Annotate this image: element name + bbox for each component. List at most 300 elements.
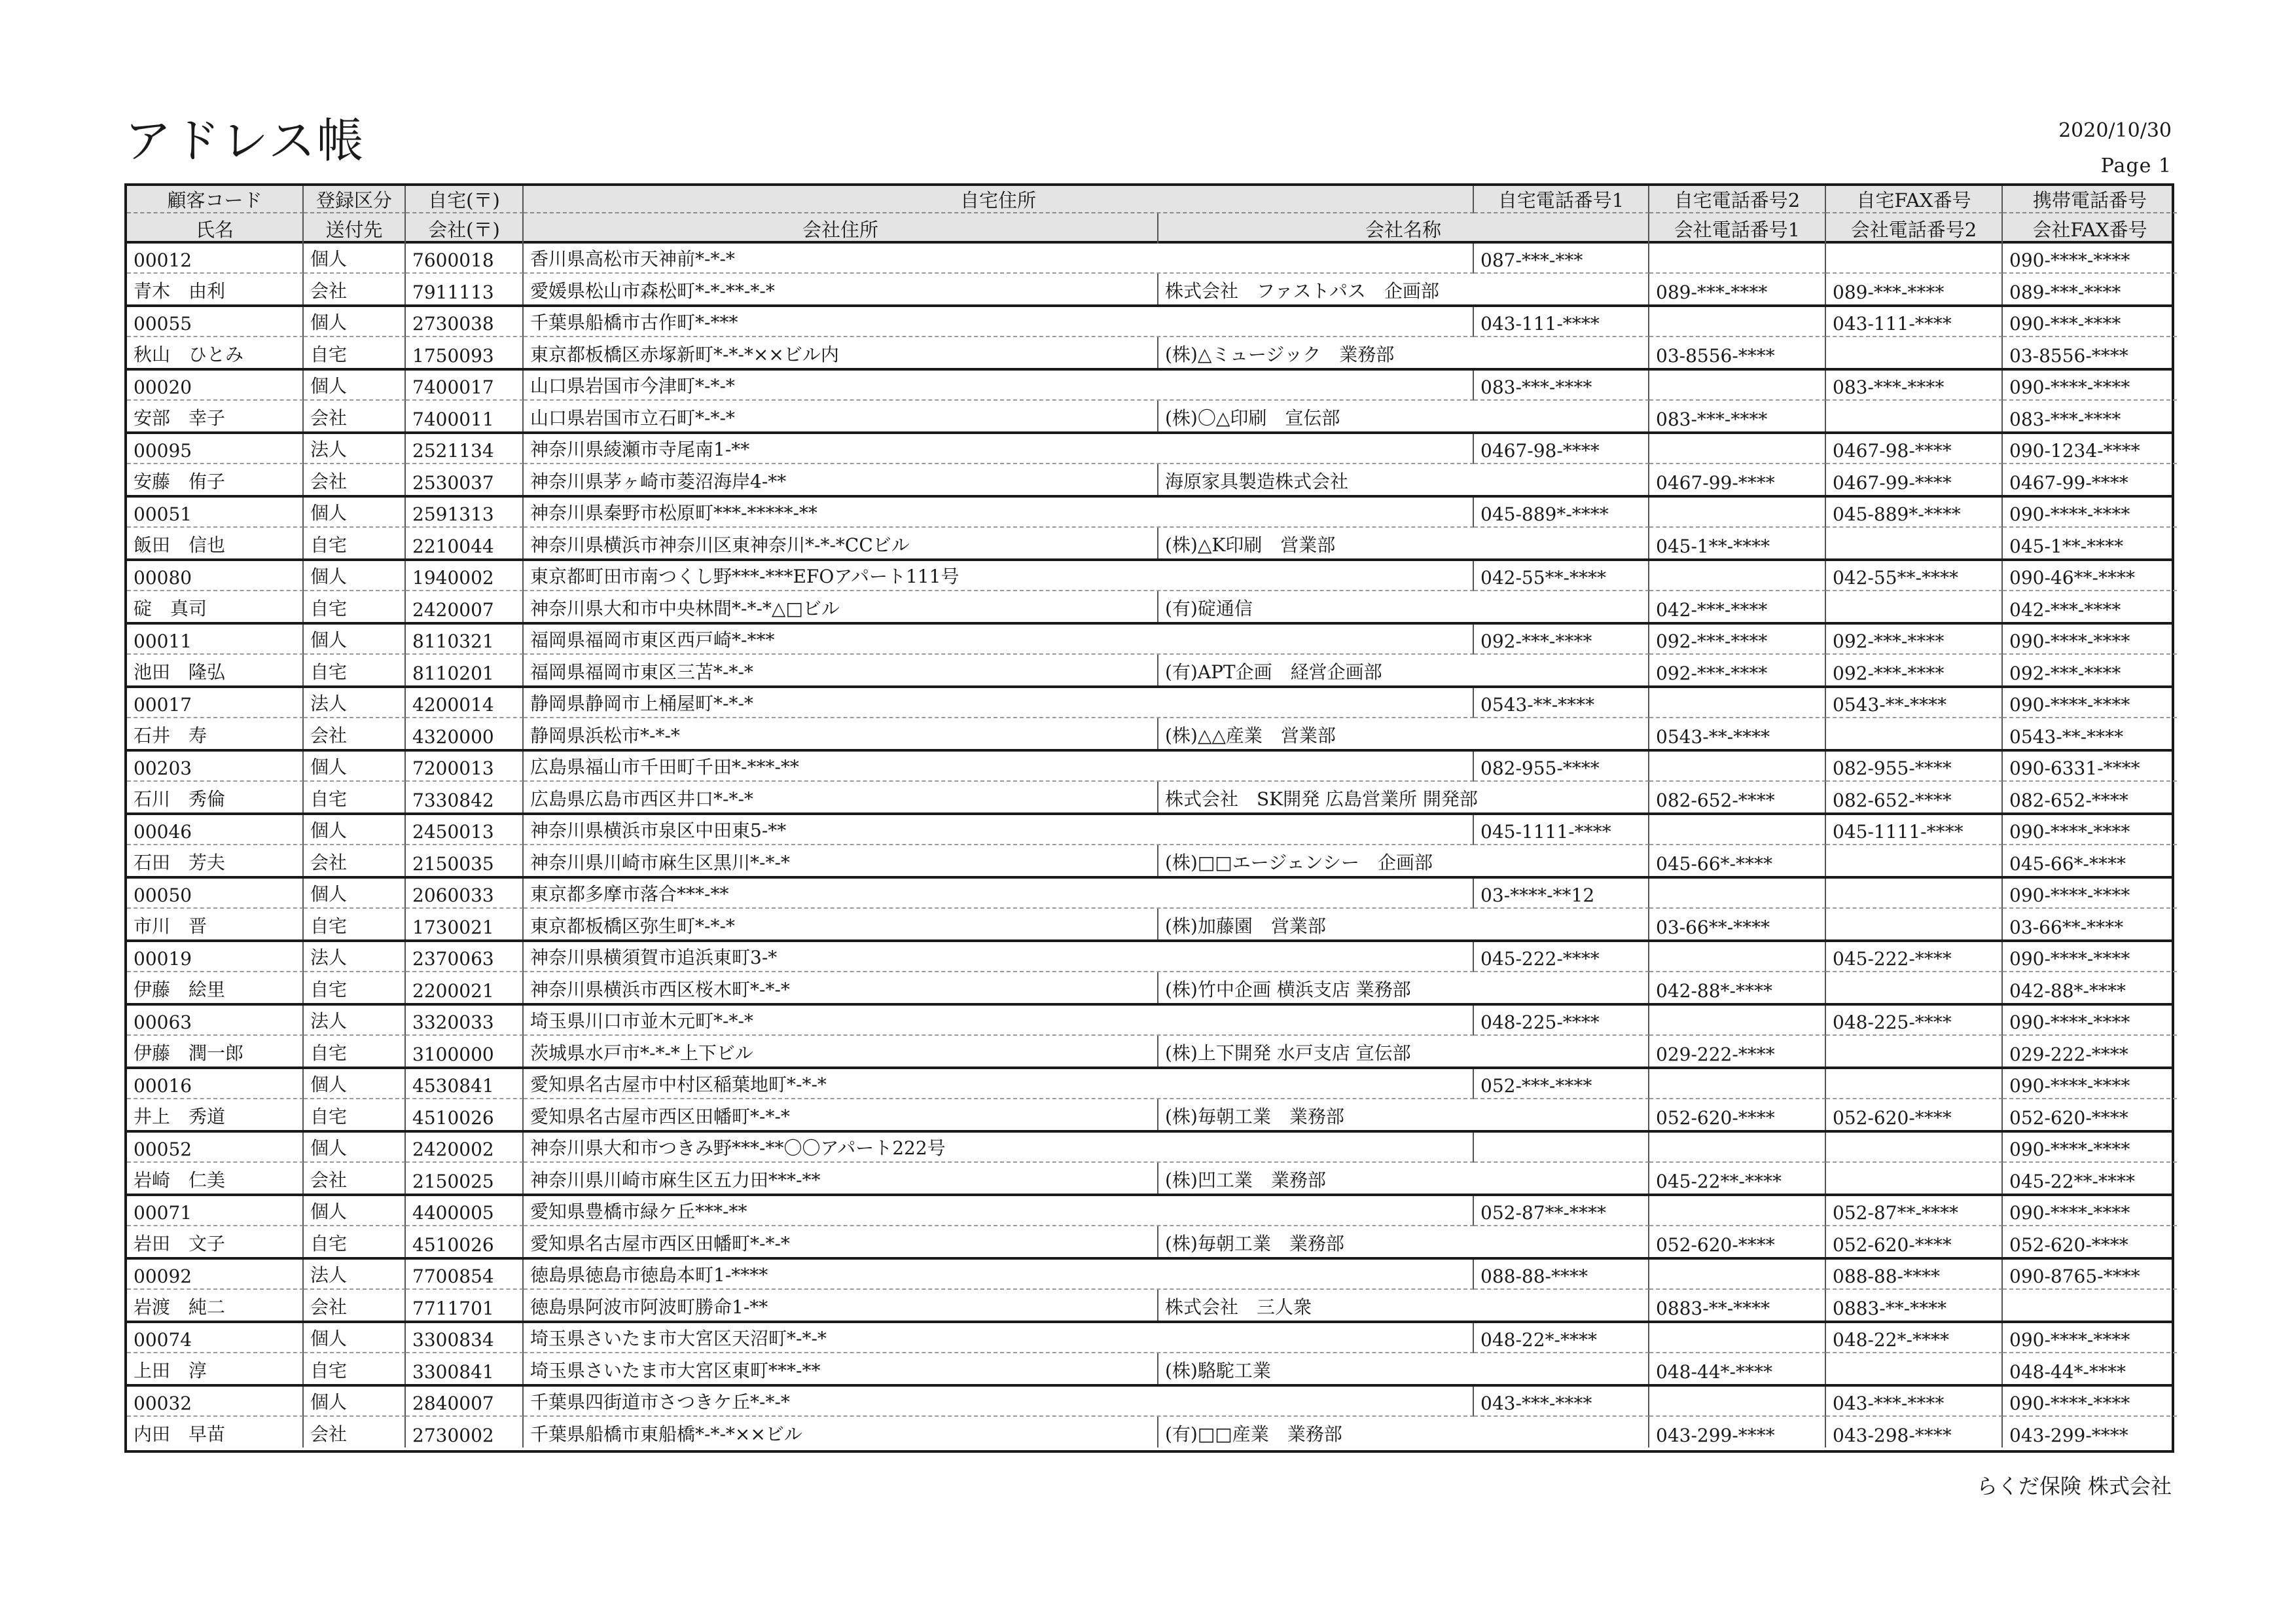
header-company-name: 会社名称: [1158, 213, 1649, 244]
company-fax: 042-***-****: [2009, 599, 2121, 621]
customer-name: 石川 秀倫: [127, 782, 304, 812]
registration-type: 個人: [304, 1133, 406, 1163]
home-tel2: [1649, 1387, 1826, 1417]
company-tel2: [1826, 1163, 2003, 1194]
home-tel1: 092-***-****: [1474, 625, 1649, 655]
header-customer-code: 顧客コード: [127, 186, 304, 213]
send-to: 会社: [304, 464, 406, 495]
company-name: らくだ保険 株式会社: [1976, 1474, 2172, 1499]
company-name-cell: (株)△△産業 営業部: [1158, 718, 1649, 749]
company-tel1: 045-22**-****: [1649, 1163, 1826, 1194]
company-tel1: 082-652-****: [1649, 782, 1826, 812]
registration-type: 個人: [304, 1387, 406, 1417]
company-fax: 03-66**-****: [2009, 917, 2124, 938]
home-zip: 2370063: [406, 942, 524, 972]
home-fax: 045-222-****: [1826, 942, 2003, 972]
company-zip: 2530037: [406, 464, 524, 495]
table-row: [127, 815, 2172, 879]
company-name-cell: (有)APT企画 経営企画部: [1158, 655, 1649, 685]
company-tel1: 0467-99-****: [1649, 464, 1826, 495]
home-tel1: 048-22*-****: [1474, 1323, 1649, 1353]
company-address: 愛媛県松山市森松町*-*-**-*-*: [524, 274, 1158, 304]
home-tel2: [1649, 1006, 1826, 1036]
home-fax: [1826, 1069, 2003, 1099]
mobile: 090-****-****: [2003, 244, 2177, 274]
home-zip: 2420002: [406, 1133, 524, 1163]
company-zip: 4510026: [406, 1099, 524, 1130]
home-address: 神奈川県横浜市泉区中田東5-**: [524, 815, 1474, 845]
home-address: 徳島県徳島市徳島本町1-****: [524, 1260, 1474, 1290]
home-address: 神奈川県大和市つきみ野***-**〇〇アパート222号: [524, 1133, 1474, 1163]
send-to: 自宅: [304, 337, 406, 368]
company-tel2: 082-652-****: [1826, 782, 2003, 812]
company-tel1: 048-44*-****: [1649, 1353, 1826, 1384]
home-fax: [1826, 879, 2003, 909]
table-row: [127, 688, 2172, 752]
company-fax: 092-***-****: [2009, 663, 2121, 684]
send-to: 自宅: [304, 1353, 406, 1384]
send-to: 会社: [304, 274, 406, 304]
customer-code: 00051: [127, 498, 304, 528]
company-zip: 7400011: [406, 401, 524, 431]
company-fax: 052-620-****: [2009, 1107, 2128, 1129]
company-tel2: [1826, 1036, 2003, 1067]
send-to: 自宅: [304, 909, 406, 939]
customer-code: 00092: [127, 1260, 304, 1290]
customer-code: 00050: [127, 879, 304, 909]
company-name-cell: (株)上下開発 水戸支店 宣伝部: [1158, 1036, 1649, 1067]
company-tel2: 052-620-****: [1826, 1226, 2003, 1257]
company-tel2: [1826, 337, 2003, 368]
header-registration-type: 登録区分: [304, 186, 406, 213]
home-tel2: [1649, 1069, 1826, 1099]
company-tel2: [1826, 845, 2003, 876]
company-tel2: 089-***-****: [1826, 274, 2003, 304]
company-tel2: 0467-99-****: [1826, 464, 2003, 495]
table-row: [127, 561, 2172, 625]
home-tel2: [1649, 434, 1826, 464]
company-tel1: 043-299-****: [1649, 1417, 1826, 1448]
company-fax: 048-44*-****: [2009, 1361, 2126, 1383]
mobile: 090-****-****: [2003, 1133, 2177, 1163]
header-home-fax: 自宅FAX番号: [1826, 186, 2003, 213]
home-fax: 092-***-****: [1826, 625, 2003, 655]
send-to: 会社: [304, 845, 406, 876]
customer-name: 内田 早苗: [127, 1417, 304, 1448]
table-row: [127, 244, 2172, 307]
registration-type: 個人: [304, 307, 406, 337]
customer-code: 00095: [127, 434, 304, 464]
registration-type: 個人: [304, 815, 406, 845]
registration-type: 個人: [304, 752, 406, 782]
home-address: 福岡県福岡市東区西戸崎*-***: [524, 625, 1474, 655]
home-address: 愛知県名古屋市中村区稲葉地町*-*-*: [524, 1069, 1474, 1099]
header-company-tel1: 会社電話番号1: [1649, 213, 1826, 244]
home-fax: 042-55**-****: [1826, 561, 2003, 591]
registration-type: 法人: [304, 434, 406, 464]
header-company-fax: 会社FAX番号: [2032, 218, 2147, 241]
company-name-cell: (株)△ミュージック 業務部: [1158, 337, 1649, 368]
customer-code: 00011: [127, 625, 304, 655]
company-tel1: 042-***-****: [1649, 591, 1826, 622]
home-tel2: 092-***-****: [1649, 625, 1826, 655]
company-tel1: 042-88*-****: [1649, 972, 1826, 1003]
home-zip: 2591313: [406, 498, 524, 528]
home-tel1: 043-111-****: [1474, 307, 1649, 337]
company-fax: [2003, 1290, 2177, 1321]
company-zip: 2150025: [406, 1163, 524, 1194]
customer-name: 上田 淳: [127, 1353, 304, 1384]
home-tel1: 052-***-****: [1474, 1069, 1649, 1099]
mobile: 090-****-****: [2003, 498, 2177, 528]
company-name-cell: (株)△K印刷 営業部: [1158, 528, 1649, 558]
company-name-cell: (株)□□エージェンシー 企画部: [1158, 845, 1649, 876]
customer-name: 石井 寿: [127, 718, 304, 749]
company-address: 東京都板橋区弥生町*-*-*: [524, 909, 1158, 939]
customer-name: 岩田 文子: [127, 1226, 304, 1257]
customer-name: 安藤 侑子: [127, 464, 304, 495]
company-zip: 1730021: [406, 909, 524, 939]
table-row: [127, 1387, 2172, 1450]
home-tel1: 088-88-****: [1474, 1260, 1649, 1290]
home-tel2: [1649, 561, 1826, 591]
company-address: 徳島県阿波市阿波町勝命1-**: [524, 1290, 1158, 1321]
company-address: 愛知県名古屋市西区田幡町*-*-*: [524, 1099, 1158, 1130]
home-address: 東京都多摩市落合***-**: [524, 879, 1474, 909]
company-fax: 045-22**-****: [2009, 1171, 2135, 1192]
mobile: 090-****-****: [2003, 1069, 2177, 1099]
company-address: 愛知県名古屋市西区田幡町*-*-*: [524, 1226, 1158, 1257]
home-address: 千葉県四街道市さつきケ丘*-*-*: [524, 1387, 1474, 1417]
send-to: 自宅: [304, 1099, 406, 1130]
home-tel2: [1649, 1133, 1826, 1163]
customer-code: 00052: [127, 1133, 304, 1163]
customer-code: 00063: [127, 1006, 304, 1036]
home-zip: 4530841: [406, 1069, 524, 1099]
company-zip: 2210044: [406, 528, 524, 558]
company-address: 埼玉県さいたま市大宮区東町***-**: [524, 1353, 1158, 1384]
table-row: [127, 371, 2172, 434]
home-tel2: [1649, 815, 1826, 845]
header-home-zip: 自宅(〒): [406, 186, 524, 213]
send-to: 自宅: [304, 972, 406, 1003]
mobile: 090-****-****: [2003, 1006, 2177, 1036]
home-tel1: 042-55**-****: [1474, 561, 1649, 591]
header-name: 氏名: [127, 213, 304, 244]
company-address: 福岡県福岡市東区三苫*-*-*: [524, 655, 1158, 685]
home-tel2: [1649, 942, 1826, 972]
company-name-cell: (有)碇通信: [1158, 591, 1649, 622]
header-home-address: 自宅住所: [524, 186, 1474, 213]
company-fax: 043-299-****: [2009, 1425, 2128, 1446]
company-address: 茨城県水戸市*-*-*上下ビル: [524, 1036, 1158, 1067]
registration-type: 法人: [304, 1260, 406, 1290]
table-row: [127, 942, 2172, 1006]
registration-type: 個人: [304, 879, 406, 909]
home-tel1: 083-***-****: [1474, 371, 1649, 401]
company-tel1: 03-8556-****: [1649, 337, 1826, 368]
send-to: 自宅: [304, 1226, 406, 1257]
company-tel1: 045-1**-****: [1649, 528, 1826, 558]
customer-name: 岩渡 純二: [127, 1290, 304, 1321]
customer-code: 00016: [127, 1069, 304, 1099]
home-address: 神奈川県横須賀市追浜東町3-*: [524, 942, 1474, 972]
home-fax: 045-889*-****: [1826, 498, 2003, 528]
home-address: 千葉県船橋市古作町*-***: [524, 307, 1474, 337]
customer-name: 伊藤 絵里: [127, 972, 304, 1003]
registration-type: 個人: [304, 1196, 406, 1226]
customer-code: 00071: [127, 1196, 304, 1226]
home-tel1: 045-889*-****: [1474, 498, 1649, 528]
home-zip: 2450013: [406, 815, 524, 845]
company-name-cell: (株)〇△印刷 宣伝部: [1158, 401, 1649, 431]
customer-name: 碇 真司: [127, 591, 304, 622]
company-name-cell: (株)加藤園 営業部: [1158, 909, 1649, 939]
customer-code: 00046: [127, 815, 304, 845]
company-fax: 029-222-****: [2009, 1044, 2128, 1065]
company-tel1: 0543-**-****: [1649, 718, 1826, 749]
company-fax: 052-620-****: [2009, 1234, 2128, 1256]
company-tel2: 043-298-****: [1826, 1417, 2003, 1448]
home-tel2: [1649, 244, 1826, 274]
registration-type: 個人: [304, 371, 406, 401]
home-tel2: [1649, 498, 1826, 528]
table-row: [127, 1260, 2172, 1323]
company-zip: 3300841: [406, 1353, 524, 1384]
company-tel2: 052-620-****: [1826, 1099, 2003, 1130]
home-tel2: [1649, 879, 1826, 909]
home-tel1: 052-87**-****: [1474, 1196, 1649, 1226]
table-header: [127, 186, 2172, 244]
registration-type: 法人: [304, 942, 406, 972]
home-tel1: 043-***-****: [1474, 1387, 1649, 1417]
table-row: [127, 625, 2172, 688]
customer-code: 00012: [127, 244, 304, 274]
customer-name: 井上 秀道: [127, 1099, 304, 1130]
company-tel2: [1826, 909, 2003, 939]
send-to: 会社: [304, 401, 406, 431]
home-address: 神奈川県秦野市松原町***-*****-**: [524, 498, 1474, 528]
header-company-address: 会社住所: [524, 213, 1158, 244]
mobile: 090-****-****: [2003, 1323, 2177, 1353]
home-zip: 3300834: [406, 1323, 524, 1353]
company-fax: 045-66*-****: [2009, 853, 2126, 875]
company-address: 広島県広島市西区井口*-*-*: [524, 782, 1158, 812]
customer-name: 伊藤 潤一郎: [127, 1036, 304, 1067]
mobile: 090-****-****: [2003, 879, 2177, 909]
customer-name: 秋山 ひとみ: [127, 337, 304, 368]
company-name-cell: (株)毎朝工業 業務部: [1158, 1099, 1649, 1130]
company-tel2: [1826, 972, 2003, 1003]
company-tel2: [1826, 591, 2003, 622]
registration-type: 法人: [304, 688, 406, 718]
company-fax: 0543-**-****: [2009, 726, 2124, 748]
table-row: [127, 752, 2172, 815]
send-to: 自宅: [304, 528, 406, 558]
company-address: 神奈川県横浜市神奈川区東神奈川*-*-*CCビル: [524, 528, 1158, 558]
company-tel1: 045-66*-****: [1649, 845, 1826, 876]
home-fax: 043-***-****: [1826, 1387, 2003, 1417]
send-to: 会社: [304, 718, 406, 749]
home-tel1: [1474, 1133, 1649, 1163]
table-row: [127, 1006, 2172, 1069]
header-home-tel1: 自宅電話番号1: [1474, 186, 1649, 213]
home-tel1: 0543-**-****: [1474, 688, 1649, 718]
company-address: 静岡県浜松市*-*-*: [524, 718, 1158, 749]
company-address: 神奈川県川崎市麻生区黒川*-*-*: [524, 845, 1158, 876]
company-zip: 7711701: [406, 1290, 524, 1321]
company-tel1: 083-***-****: [1649, 401, 1826, 431]
home-fax: 043-111-****: [1826, 307, 2003, 337]
home-tel2: [1649, 1196, 1826, 1226]
company-zip: 7911113: [406, 274, 524, 304]
home-tel1: 045-1111-****: [1474, 815, 1649, 845]
home-fax: [1826, 244, 2003, 274]
home-fax: [1826, 1133, 2003, 1163]
home-zip: 3320033: [406, 1006, 524, 1036]
company-tel1: 052-620-****: [1649, 1099, 1826, 1130]
home-tel1: 045-222-****: [1474, 942, 1649, 972]
table-row: [127, 434, 2172, 498]
company-fax: 03-8556-****: [2009, 345, 2128, 367]
home-address: 愛知県豊橋市緑ケ丘***-**: [524, 1196, 1474, 1226]
send-to: 会社: [304, 1163, 406, 1194]
company-address: 神奈川県横浜市西区桜木町*-*-*: [524, 972, 1158, 1003]
home-address: 静岡県静岡市上桶屋町*-*-*: [524, 688, 1474, 718]
company-zip: 2420007: [406, 591, 524, 622]
company-address: 東京都板橋区赤塚新町*-*-*××ビル内: [524, 337, 1158, 368]
header-send-to: 送付先: [304, 213, 406, 244]
company-name-cell: (株)凹工業 業務部: [1158, 1163, 1649, 1194]
report-date: 2020/10/30: [2058, 119, 2172, 142]
send-to: 自宅: [304, 782, 406, 812]
send-to: 自宅: [304, 1036, 406, 1067]
table-row: [127, 1323, 2172, 1387]
home-fax: 052-87**-****: [1826, 1196, 2003, 1226]
mobile: 090-****-****: [2003, 815, 2177, 845]
home-fax: 082-955-****: [1826, 752, 2003, 782]
home-fax: 0543-**-****: [1826, 688, 2003, 718]
header-company-zip: 会社(〒): [406, 213, 524, 244]
company-zip: 1750093: [406, 337, 524, 368]
customer-name: 青木 由利: [127, 274, 304, 304]
mobile: 090-6331-****: [2003, 752, 2177, 782]
registration-type: 個人: [304, 498, 406, 528]
company-zip: 2150035: [406, 845, 524, 876]
mobile: 090-****-****: [2003, 942, 2177, 972]
home-address: 東京都町田市南つくし野***-***EFOアパート111号: [524, 561, 1474, 591]
home-address: 広島県福山市千田町千田*-***-**: [524, 752, 1474, 782]
company-name-cell: (株)毎朝工業 業務部: [1158, 1226, 1649, 1257]
company-address: 神奈川県茅ヶ崎市菱沼海岸4-**: [524, 464, 1158, 495]
company-zip: 7330842: [406, 782, 524, 812]
company-name-cell: 株式会社 ファストパス 企画部: [1158, 274, 1649, 304]
mobile: 090-****-****: [2003, 371, 2177, 401]
company-fax: 0467-99-****: [2009, 472, 2128, 494]
registration-type: 個人: [304, 625, 406, 655]
address-table: [124, 183, 2174, 1453]
company-zip: 2200021: [406, 972, 524, 1003]
mobile: 090-****-****: [2003, 1387, 2177, 1417]
registration-type: 個人: [304, 1323, 406, 1353]
home-fax: 045-1111-****: [1826, 815, 2003, 845]
home-zip: 2521134: [406, 434, 524, 464]
customer-code: 00080: [127, 561, 304, 591]
company-address: 山口県岩国市立石町*-*-*: [524, 401, 1158, 431]
home-tel2: [1649, 752, 1826, 782]
table-row: [127, 1196, 2172, 1260]
home-zip: 2060033: [406, 879, 524, 909]
company-address: 千葉県船橋市東船橋*-*-*××ビル: [524, 1417, 1158, 1448]
company-tel1: 029-222-****: [1649, 1036, 1826, 1067]
home-zip: 4200014: [406, 688, 524, 718]
mobile: 090-1234-****: [2003, 434, 2177, 464]
home-zip: 4400005: [406, 1196, 524, 1226]
home-fax: 088-88-****: [1826, 1260, 2003, 1290]
home-tel2: [1649, 1260, 1826, 1290]
company-tel2: 092-***-****: [1826, 655, 2003, 685]
home-zip: 2730038: [406, 307, 524, 337]
company-fax: 089-***-****: [2009, 282, 2121, 303]
company-tel2: [1826, 528, 2003, 558]
customer-code: 00019: [127, 942, 304, 972]
company-zip: 3100000: [406, 1036, 524, 1067]
company-name-cell: (有)□□産業 業務部: [1158, 1417, 1649, 1448]
company-tel2: [1826, 401, 2003, 431]
home-fax: 0467-98-****: [1826, 434, 2003, 464]
mobile: 090-***-****: [2003, 307, 2177, 337]
company-tel1: 092-***-****: [1649, 655, 1826, 685]
home-tel2: [1649, 688, 1826, 718]
company-tel2: 0883-**-****: [1826, 1290, 2003, 1321]
mobile: 090-8765-****: [2003, 1260, 2177, 1290]
customer-name: 安部 幸子: [127, 401, 304, 431]
home-tel2: [1649, 1323, 1826, 1353]
customer-name: 池田 隆弘: [127, 655, 304, 685]
home-address: 香川県高松市天神前*-*-*: [524, 244, 1474, 274]
home-zip: 7600018: [406, 244, 524, 274]
table-row: [127, 879, 2172, 942]
home-zip: 2840007: [406, 1387, 524, 1417]
company-zip: 8110201: [406, 655, 524, 685]
company-name-cell: 株式会社 SK開発 広島営業所 開発部: [1158, 782, 1649, 812]
company-tel1: 089-***-****: [1649, 274, 1826, 304]
company-fax: 045-1**-****: [2009, 536, 2124, 557]
home-fax: 048-225-****: [1826, 1006, 2003, 1036]
send-to: 会社: [304, 1417, 406, 1448]
company-address: 神奈川県大和市中央林間*-*-*△□ビル: [524, 591, 1158, 622]
registration-type: 個人: [304, 244, 406, 274]
table-row: [127, 1069, 2172, 1133]
page-number: Page 1: [2100, 155, 2172, 177]
home-fax: 048-22*-****: [1826, 1323, 2003, 1353]
home-zip: 7700854: [406, 1260, 524, 1290]
company-zip: 2730002: [406, 1417, 524, 1448]
company-name-cell: (株)竹中企画 横浜支店 業務部: [1158, 972, 1649, 1003]
home-tel2: [1649, 307, 1826, 337]
page-title: アドレス帳: [124, 113, 365, 168]
customer-code: 00203: [127, 752, 304, 782]
company-address: 神奈川県川崎市麻生区五力田***-**: [524, 1163, 1158, 1194]
company-name-cell: (株)駱駝工業: [1158, 1353, 1649, 1384]
company-tel1: 03-66**-****: [1649, 909, 1826, 939]
company-name-cell: 株式会社 三人衆: [1158, 1290, 1649, 1321]
table-row: [127, 1133, 2172, 1196]
home-zip: 7200013: [406, 752, 524, 782]
registration-type: 法人: [304, 1006, 406, 1036]
customer-name: 市川 晋: [127, 909, 304, 939]
customer-code: 00055: [127, 307, 304, 337]
